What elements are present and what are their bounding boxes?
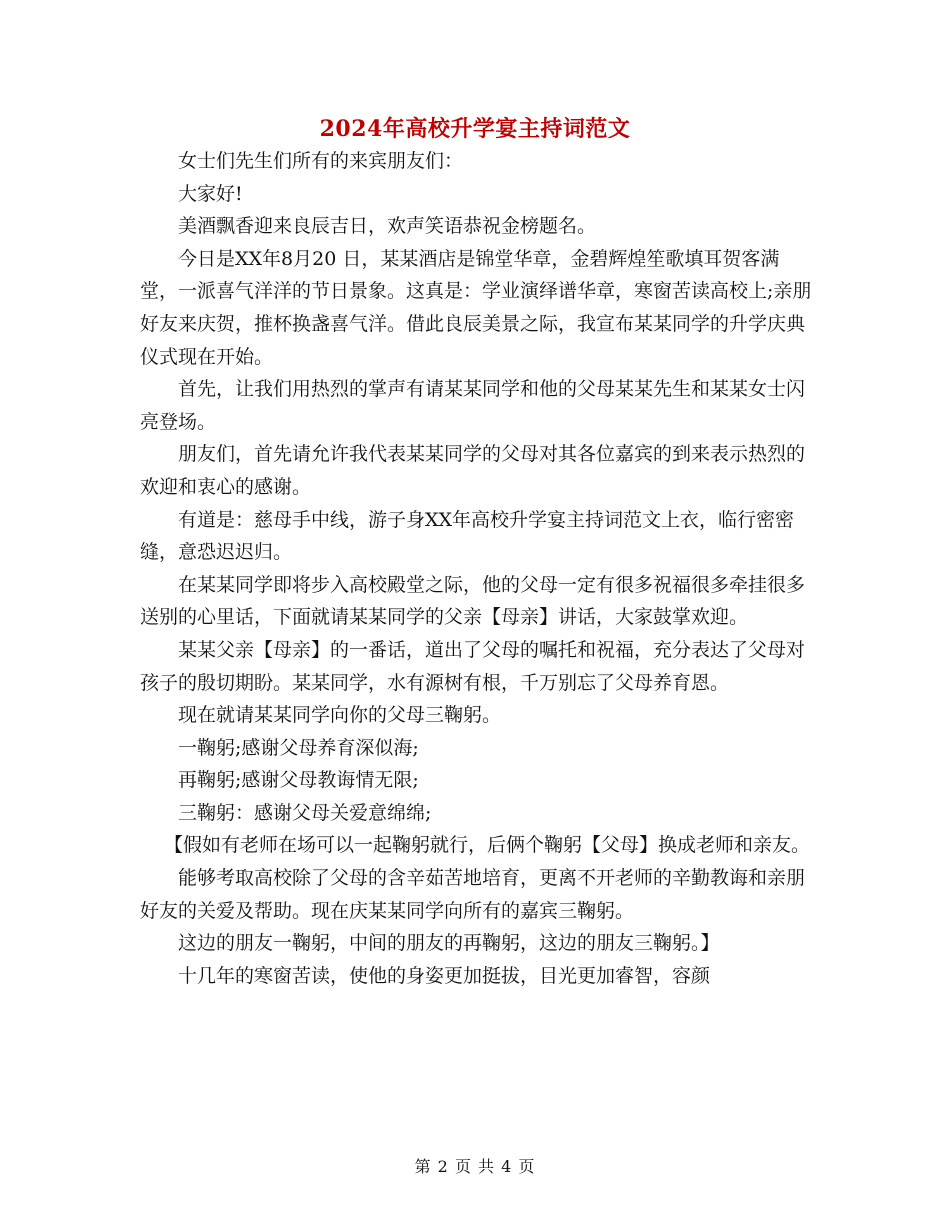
paragraph: 一鞠躬;感谢父母养育深似海; bbox=[178, 736, 419, 759]
document-body bbox=[140, 145, 812, 992]
paragraph: 美酒飘香迎来良辰吉日，欢声笑语恭祝金榜题名。 bbox=[178, 215, 597, 238]
paragraph: 大家好! bbox=[178, 182, 243, 205]
paragraph: 这边的朋友一鞠躬，中间的朋友的再鞠躬，这边的朋友三鞠躬。】 bbox=[178, 932, 720, 955]
page-title: 2024年高校升学宴主持词范文 bbox=[319, 116, 631, 142]
paragraph: 某某父亲【母亲】的一番话，道出了父母的嘱托和祝福，充分表达了父母对孩子的殷切期盼。某某同学，水有源树有根，千万别忘了父母养育恩。 bbox=[140, 638, 806, 694]
paragraph: 有道是：慈母手中线，游子身XX年高校升学宴主持词范文上衣，临行密密缝，意恐迟迟归。 bbox=[140, 508, 795, 564]
paragraph: 女士们先生们所有的来宾朋友们： bbox=[178, 150, 464, 172]
paragraph: 现在就请某某同学向你的父母三鞠躬。 bbox=[178, 704, 502, 727]
paragraph: 三鞠躬：感谢父母关爱意绵绵; bbox=[178, 801, 432, 824]
paragraph: 再鞠躬;感谢父母教诲情无限; bbox=[178, 769, 419, 792]
paragraph: 朋友们，首先请允许我代表某某同学的父母对其各位嘉宾的到来表示热烈的欢迎和衷心的感谢。 bbox=[140, 443, 806, 498]
page-footer: 第 2 页 共 4 页 bbox=[414, 1157, 536, 1176]
paragraph: 【假如有老师在场可以一起鞠躬就行，后俩个鞠躬【父母】换成老师和亲友。 bbox=[164, 834, 811, 857]
paragraph: 在某某同学即将步入高校殿堂之际，他的父母一定有很多祝福很多牵挂很多送别的心里话，下面就请某某同学的父亲【母亲】讲话，大家鼓掌欢迎。 bbox=[140, 573, 806, 629]
paragraph: 能够考取高校除了父母的含辛茹苦地培育，更离不开老师的辛勤教诲和亲朋好友的关爱及帮助。现在庆某某同学向所有的嘉宾三鞠躬。 bbox=[140, 867, 806, 922]
paragraph: 首先，让我们用热烈的掌声有请某某同学和他的父母某某先生和某某女士闪亮登场。 bbox=[140, 378, 806, 433]
paragraph: 十几年的寒窗苦读，使他的身姿更加挺拔，目光更加睿智，容颜 bbox=[178, 964, 711, 987]
paragraph: 今日是XX年8月20 日，某某酒店是锦堂华章，金碧辉煌笙歌填耳贺客满堂，一派喜气洋洋的节日景象。这真是：学业演绎谱华章，寒窗苦读高校上;亲朋好友来庆贺，推杯换盏喜气洋。借此良辰美景之际，我宣布某某同学的升学庆典仪式现在开始。 bbox=[140, 247, 812, 368]
